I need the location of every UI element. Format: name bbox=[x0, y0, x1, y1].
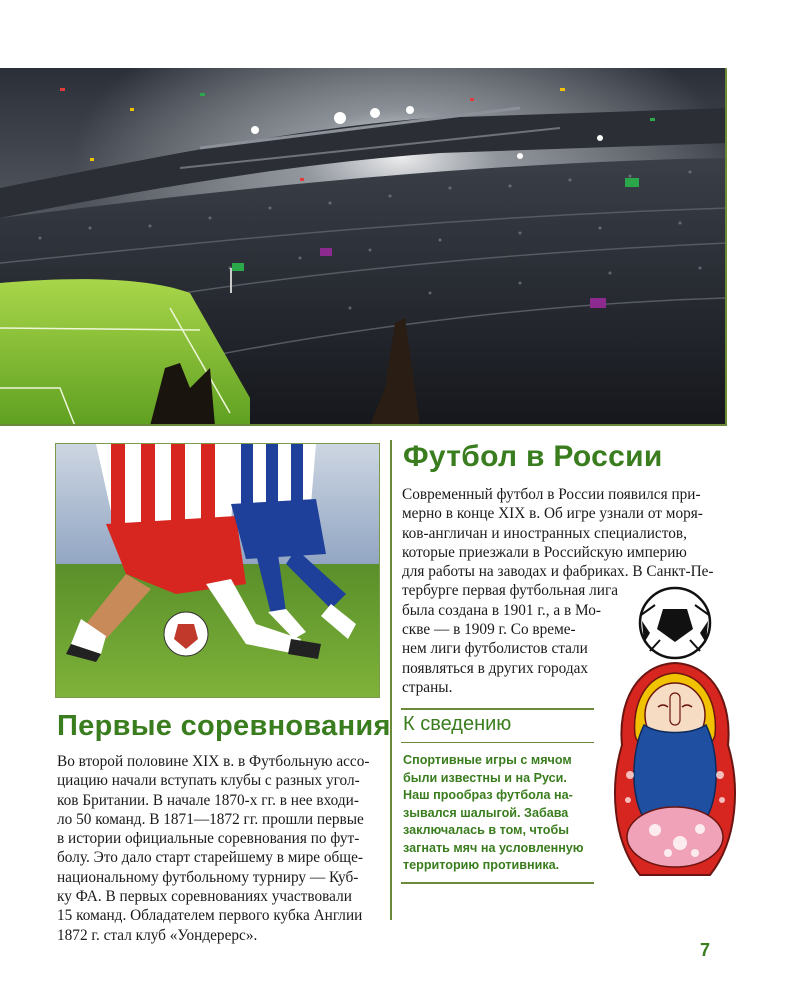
info-box-top-rule bbox=[401, 708, 594, 710]
russia-line: мерно в конце XIX в. Об игре узнали от моря- bbox=[402, 505, 703, 523]
info-box-text bbox=[403, 752, 595, 875]
first-competitions-paragraph bbox=[57, 752, 379, 945]
russia-line: которые приезжали в Российскую империю bbox=[402, 543, 687, 561]
first-line: 1872 г. стал клуб «Уондерерс». bbox=[57, 926, 258, 944]
stadium-photo bbox=[0, 68, 727, 426]
info-line: зывался шалыгой. Забава bbox=[403, 805, 569, 820]
russia-line: была создана в 1901 г., а в Мо- bbox=[402, 601, 601, 619]
info-line: Спортивные игры с мячом bbox=[403, 753, 572, 767]
soccer-ball-icon bbox=[640, 588, 710, 658]
first-line: ков Британии. В начале 1870-х гг. в нее входи- bbox=[57, 791, 359, 809]
russia-line: страны. bbox=[402, 678, 453, 696]
first-line: Во второй половине XIX в. в Футбольную ассо- bbox=[57, 753, 370, 770]
info-box-bottom-rule bbox=[401, 882, 594, 884]
russia-line: скве — в 1909 г. Со време- bbox=[402, 621, 576, 639]
russia-line: для работы на заводах и фабриках. В Санкт-Пе- bbox=[402, 563, 714, 581]
first-line: ло 50 команд. В 1871—1872 гг. прошли первые bbox=[57, 810, 364, 828]
football-players-photo bbox=[55, 443, 380, 698]
first-line: болу. Это дало старт старейшему в мире обще- bbox=[57, 849, 363, 867]
first-line: национальному футбольному турниру — Куб- bbox=[57, 868, 359, 886]
info-line: были известны и на Руси. bbox=[403, 770, 567, 785]
info-line: загнать мяч на условленную bbox=[403, 840, 584, 855]
first-line: 15 команд. Обладателем первого кубка Англии bbox=[57, 907, 363, 925]
first-line: циацию начали вступать клубы с разных угол- bbox=[57, 772, 360, 790]
first-line: в истории официальные соревнования по фут- bbox=[57, 830, 360, 848]
info-line: территорию противника. bbox=[403, 858, 560, 872]
info-line: Наш прообраз футбола на- bbox=[403, 788, 573, 802]
info-box-title: К сведению bbox=[403, 713, 512, 735]
russia-line: появляться в других городах bbox=[402, 659, 589, 677]
section-title-first-competitions: Первые соревнования bbox=[57, 710, 391, 742]
info-box-divider bbox=[401, 742, 594, 743]
page-number: 7 bbox=[700, 940, 711, 960]
section-title-russia: Футбол в России bbox=[403, 440, 663, 473]
column-divider bbox=[390, 440, 392, 920]
russia-line: ков-англичан и иностранных специалистов, bbox=[402, 524, 687, 542]
russia-line: Современный футбол в России появился при- bbox=[402, 486, 701, 503]
info-line: заключалась в том, чтобы bbox=[403, 823, 570, 837]
russia-line: тербурге первая футбольная лига bbox=[402, 582, 619, 600]
first-line: ку ФА. В первых соревнованиях участвовали bbox=[57, 888, 352, 906]
matryoshka-illustration bbox=[600, 585, 760, 895]
russia-line: нем лиги футболистов стали bbox=[402, 640, 588, 658]
